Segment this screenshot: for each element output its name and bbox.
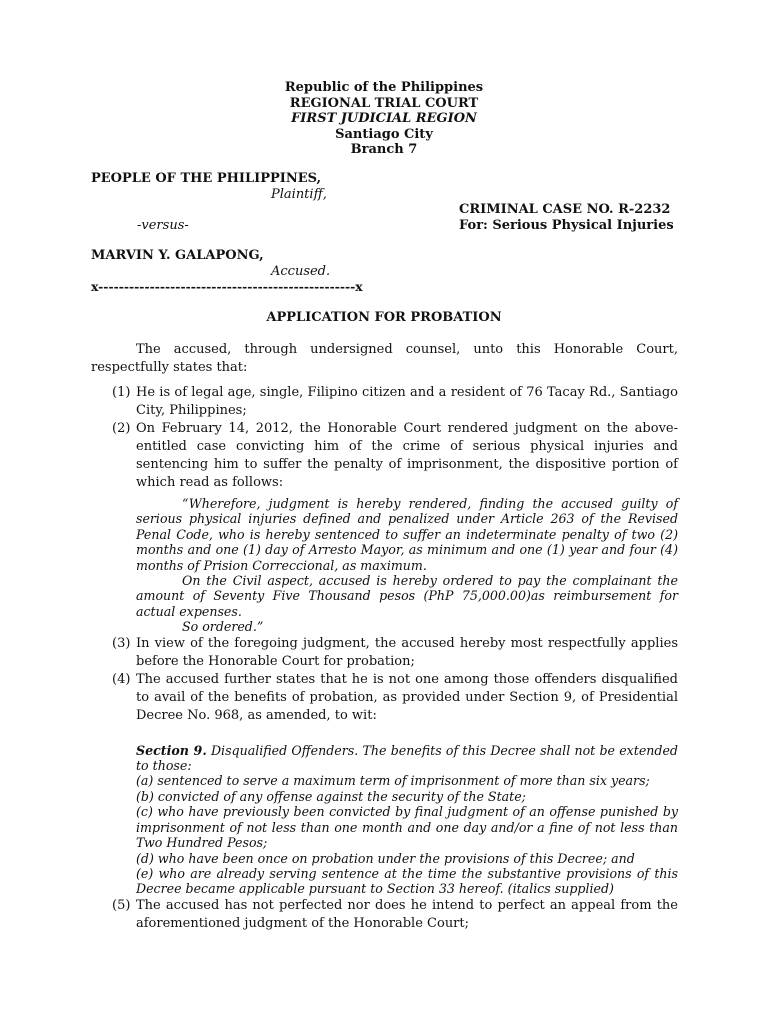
- section-clause: (b) convicted of any offense against the security of the State;: [136, 788, 526, 804]
- list-item: [112, 384, 678, 420]
- section-heading: Section 9.: [136, 742, 207, 758]
- list-item: [112, 671, 678, 897]
- section-clause: (a) sentenced to serve a maximum term of imprisonment of more than six years;: [136, 773, 650, 789]
- section-9-quote: [136, 743, 678, 897]
- item-number: (2): [112, 421, 131, 436]
- accused-name: MARVIN Y. GALAPONG,: [91, 248, 264, 263]
- quote-paragraph: “Wherefore, judgment is hereby rendered, finding the accused guilty of serious physical injuries defined and penalized under Article 263 of the Revised Penal Code, who is hereby sentenced to suffer an indeterminate penalty of two (2) months and one (1) day of Arresto Mayor, as minimum and one (1) year and four (4) months of Prision Correccional, as maximum.: [136, 496, 678, 573]
- document-title: APPLICATION FOR PROBATION: [266, 310, 502, 325]
- item-number: (4): [112, 671, 131, 687]
- item-number: (3): [112, 635, 131, 651]
- quote-paragraph: So ordered.”: [182, 619, 264, 635]
- plaintiff-role: Plaintiff,: [271, 187, 327, 202]
- item-text: He is of legal age, single, Filipino citizen and a resident of 76 Tacay Rd., Santiago City, Philippines;: [136, 385, 678, 418]
- case-number: CRIMINAL CASE NO. R-2232: [459, 202, 671, 217]
- caption-court: REGIONAL TRIAL COURT: [289, 95, 479, 111]
- item-number: (1): [112, 385, 131, 400]
- item-number: (5): [112, 897, 131, 913]
- item-text: On February 14, 2012, the Honorable Court rendered judgment on the above-entitled case convicting him of the crime of serious physical injuries and sentencing him to suffer the penalty of imprisonment, the dispositive portion of which read as follows:: [136, 421, 678, 490]
- case-offense: For: Serious Physical Injuries: [459, 218, 674, 233]
- list-item: [112, 635, 678, 671]
- court-caption: [0, 80, 768, 158]
- caption-region: FIRST JUDICIAL REGION: [291, 111, 477, 126]
- item-text: In view of the foregoing judgment, the accused hereby most respectfully applies before the Honorable Court for probation;: [136, 635, 678, 669]
- list-item: [112, 420, 678, 635]
- caption-branch: Branch 7: [350, 142, 418, 157]
- intro-paragraph: The accused, through undersigned counsel, unto this Honorable Court, respectfully states that:: [91, 342, 678, 375]
- caption-republic: Republic of the Philippines: [284, 80, 484, 95]
- judgment-quote: [136, 496, 678, 635]
- section-clause: (e) who are already serving sentence at the time the substantive provisions of this Decree became applicable pursuant to Section 33 hereof. (italics supplied): [136, 865, 678, 897]
- versus-label: -versus-: [137, 218, 189, 233]
- item-text: The accused further states that he is not one among those offenders disqualified to avail of the benefits of probation, as provided under Section 9, of Presidential Decree No. 968, as amended, to wit:: [136, 671, 678, 723]
- item-text: The accused has not perfected nor does he intend to perfect an appeal from the aforementioned judgment of the Honorable Court;: [136, 897, 678, 931]
- quote-paragraph: On the Civil aspect, accused is hereby ordered to pay the complainant the amount of Seventy Five Thousand pesos (PhP 75,000.00)as reimbursement for actual expenses.: [136, 573, 678, 619]
- list-item: [112, 897, 678, 933]
- section-clause: (d) who have been once on probation under the provisions of this Decree; and: [136, 850, 635, 866]
- accused-role: Accused.: [271, 264, 331, 279]
- caption-city: Santiago City: [335, 126, 433, 142]
- section-clause: (c) who have previously been convicted by final judgment of an offense punished by imprisonment of not less than one month and one day and/or a fine of not less than Two Hundred Pesos;: [136, 804, 678, 851]
- caption-separator: x--------------------------------------------------x: [91, 279, 363, 294]
- allegations-list: [112, 384, 678, 933]
- plaintiff-name: PEOPLE OF THE PHILIPPINES,: [91, 171, 322, 186]
- section-intro: Disqualified Offenders. The benefits of this Decree shall not be extended to those:: [136, 742, 678, 774]
